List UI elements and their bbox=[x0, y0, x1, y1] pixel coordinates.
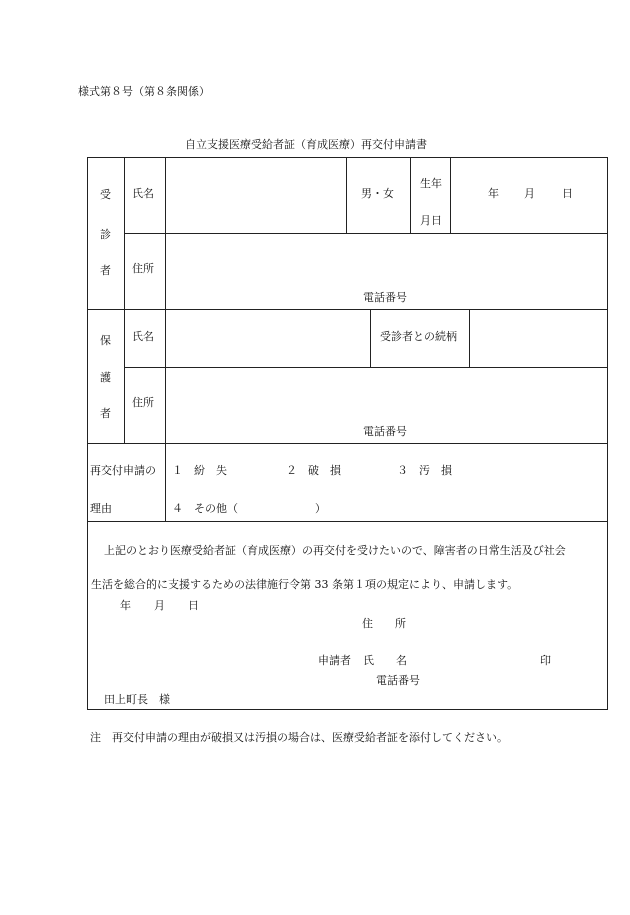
guardian-relation-field[interactable] bbox=[470, 310, 607, 367]
guardian-address-label: 住所 bbox=[132, 396, 154, 409]
form-number: 様式第８号（第８条関係） bbox=[78, 85, 210, 98]
patient-address-field[interactable] bbox=[166, 234, 607, 284]
addressee: 田上町長 様 bbox=[104, 693, 170, 706]
reason-option-damaged[interactable]: ２ 破 損 bbox=[286, 464, 341, 477]
rule-patient-group-col bbox=[124, 157, 125, 309]
rule-birth-label-right bbox=[450, 157, 451, 233]
patient-group-char-3: 者 bbox=[100, 264, 111, 277]
application-month: 月 bbox=[154, 599, 165, 612]
footnote: 注 再交付申請の理由が破損又は汚損の場合は、医療受給者証を添付してください。 bbox=[90, 731, 508, 744]
reason-label-1: 再交付申請の bbox=[90, 464, 156, 477]
guardian-phone-label: 電話番号 bbox=[363, 425, 407, 438]
applicant-address-label: 住 所 bbox=[362, 617, 406, 630]
rule-relation-left bbox=[370, 309, 371, 367]
application-year: 年 bbox=[120, 599, 131, 612]
reason-label-2: 理由 bbox=[90, 502, 112, 515]
guardian-group-char-3: 者 bbox=[100, 407, 111, 420]
declaration-line-2: 生活を総合的に支援するための法律施行令第 33 条第１項の規定により、申請します。 bbox=[91, 578, 519, 591]
patient-birth-label-1: 生年 bbox=[420, 177, 442, 190]
applicant-name-label: 氏 名 bbox=[363, 654, 407, 667]
patient-name-label: 氏名 bbox=[132, 187, 154, 200]
rule-guardian-group-col bbox=[124, 309, 125, 443]
guardian-relation-label: 受診者との続柄 bbox=[380, 330, 457, 343]
reason-option-other[interactable]: ４ その他（ ） bbox=[172, 502, 326, 515]
guardian-name-label: 氏名 bbox=[132, 330, 154, 343]
reason-option-lost[interactable]: １ 紛 失 bbox=[172, 464, 227, 477]
patient-gender-label: 男・女 bbox=[361, 187, 394, 200]
rule-gender-right bbox=[410, 157, 411, 233]
patient-birth-label-2: 月日 bbox=[420, 214, 442, 227]
guardian-address-field[interactable] bbox=[166, 368, 607, 418]
patient-phone-label: 電話番号 bbox=[363, 291, 407, 304]
application-day: 日 bbox=[188, 599, 199, 612]
reason-option-soiled[interactable]: ３ 汚 損 bbox=[397, 464, 452, 477]
rule-reason-label-col bbox=[165, 443, 166, 521]
patient-group-char-1: 受 bbox=[100, 188, 111, 201]
form-title: 自立支援医療受給者証（育成医療）再交付申請書 bbox=[185, 138, 427, 151]
patient-group-char-2: 診 bbox=[100, 228, 111, 241]
patient-address-label: 住所 bbox=[132, 262, 154, 275]
rule-gender-left bbox=[346, 157, 347, 233]
applicant-phone-label: 電話番号 bbox=[376, 674, 420, 687]
patient-birth-year: 年 bbox=[488, 187, 499, 200]
guardian-group-char-2: 護 bbox=[100, 371, 111, 384]
guardian-group-char-1: 保 bbox=[100, 334, 111, 347]
declaration-line-1: 上記のとおり医療受給者証（育成医療）の再交付を受けたいので、障害者の日常生活及び社会 bbox=[104, 544, 566, 557]
patient-birth-day: 日 bbox=[562, 187, 573, 200]
seal-mark: 印 bbox=[540, 654, 551, 667]
applicant-label: 申請者 bbox=[318, 654, 351, 667]
guardian-name-field[interactable] bbox=[166, 310, 370, 367]
patient-name-field[interactable] bbox=[166, 158, 346, 233]
rule-reason-bottom bbox=[87, 521, 608, 522]
patient-birth-month: 月 bbox=[524, 187, 535, 200]
